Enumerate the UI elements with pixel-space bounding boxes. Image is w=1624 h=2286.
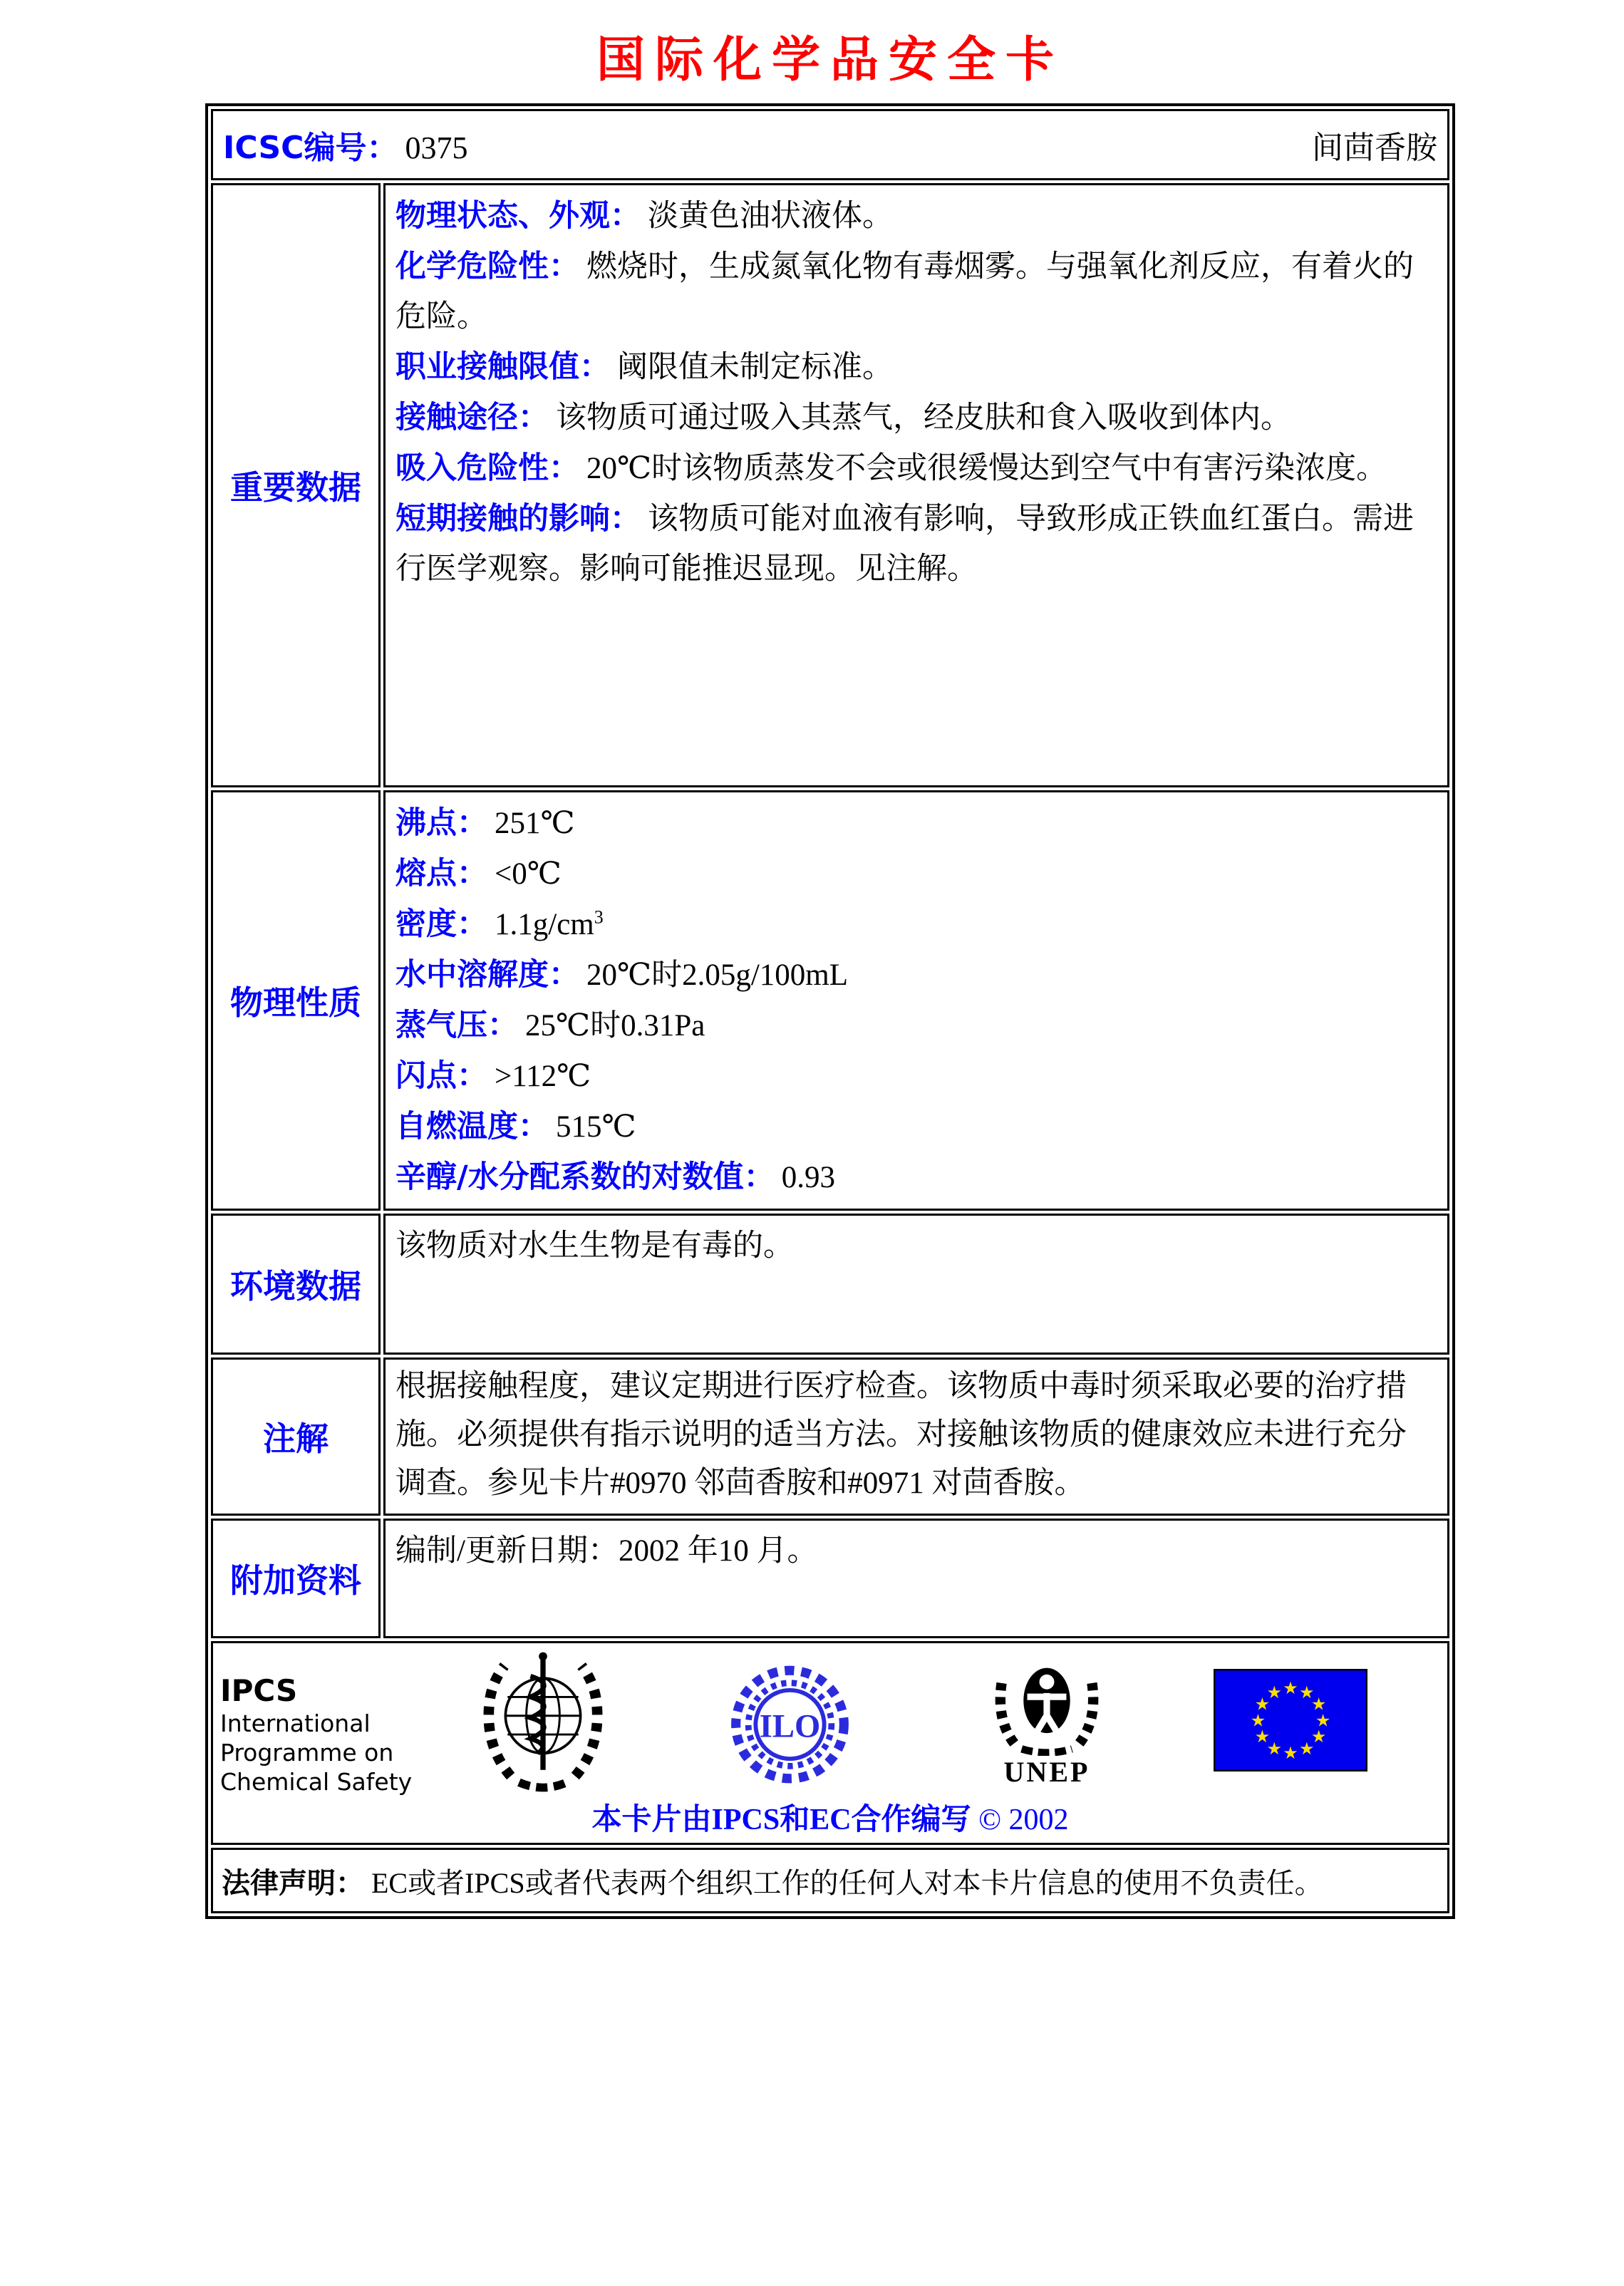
icsc-number-label: ICSC编号： — [223, 130, 398, 166]
ilo-logo-icon — [728, 1660, 852, 1789]
physical-property: 自燃温度： 515℃ — [395, 1109, 636, 1144]
legal-cell — [211, 1848, 1449, 1913]
important-item: 物理状态、外观： 淡黄色油状液体。 — [395, 198, 893, 234]
svg-text:★: ★ — [1299, 1740, 1315, 1759]
additional-info-content: 编制/更新日期：2002 年10 月。 — [383, 1519, 1449, 1638]
copyright-year: © 2002 — [978, 1804, 1069, 1836]
important-data-row — [211, 183, 1449, 787]
svg-text:★: ★ — [1254, 1695, 1271, 1714]
svg-text:★: ★ — [1254, 1728, 1271, 1747]
important-item: 吸入危险性： 20℃时该物质蒸发不会或很缓慢达到空气中有害污染浓度。 — [395, 450, 1387, 486]
notes-section-label: 注解 — [211, 1357, 381, 1516]
ipcs-abbr: IPCS — [220, 1673, 298, 1708]
notes-content: 根据接触程度，建议定期进行医疗检查。该物质中毒时须采取必要的治疗措施。必须提供有指示说明的适当方法。对接触该物质的健康效应未进行充分调查。参见卡片#0970 邻茴香胺和#0971 对茴香胺。 — [383, 1357, 1449, 1516]
unep-logo-icon — [986, 1649, 1107, 1756]
physical-properties-section-label: 物理性质 — [211, 790, 381, 1211]
copyright-text: 本卡片由IPCS和EC合作编写 — [591, 1804, 971, 1836]
svg-text:★: ★ — [1310, 1695, 1327, 1714]
icsc-number-value: 0375 — [405, 130, 468, 165]
svg-text:★: ★ — [1283, 1744, 1298, 1763]
header-row — [211, 109, 1449, 180]
icsc-number-group — [223, 122, 467, 167]
important-item: 短期接触的影响： 该物质可能对血液有影响，导致形成正铁血红蛋白。需进行医学观察。影响可能推迟显现。见注解。 — [395, 501, 1414, 586]
important-item: 接触途径： 该物质可通过吸入其蒸气，经皮肤和食入吸收到体内。 — [395, 400, 1291, 435]
legal-label: 法律声明： — [222, 1866, 364, 1900]
physical-property: 水中溶解度： 20℃时2.05g/100mL — [395, 957, 849, 993]
notes-row — [211, 1357, 1449, 1516]
copyright-line — [213, 1796, 1447, 1838]
physical-property: 蒸气压： 25℃时0.31Pa — [395, 1008, 705, 1043]
important-data-content — [383, 183, 1449, 787]
physical-property: 密度： $1.1g/cm^3$ — [395, 906, 604, 942]
environmental-data-row — [211, 1214, 1449, 1355]
unep-logo-block — [979, 1649, 1114, 1789]
logos-row — [211, 1641, 1449, 1845]
physical-properties-content — [383, 790, 1449, 1211]
svg-text:★: ★ — [1266, 1740, 1282, 1759]
important-data-section-label: 重要数据 — [211, 183, 381, 787]
unep-logo-text: UNEP — [1003, 1756, 1090, 1788]
physical-property: 沸点： 251℃ — [395, 805, 575, 841]
svg-text:★: ★ — [1250, 1712, 1266, 1731]
svg-text:★: ★ — [1310, 1728, 1327, 1747]
eu-flag-icon — [1214, 1669, 1367, 1772]
physical-properties-row — [211, 790, 1449, 1211]
svg-text:★: ★ — [1283, 1679, 1298, 1698]
physical-property: 辛醇/水分配系数的对数值： 0.93 — [395, 1159, 835, 1195]
svg-text:★: ★ — [1266, 1683, 1282, 1702]
svg-text:★: ★ — [1299, 1683, 1315, 1702]
important-item: 化学危险性： 燃烧时，生成氮氧化物有毒烟雾。与强氧化剂反应，有着火的危险。 — [395, 249, 1414, 333]
icsc-card-table — [205, 103, 1455, 1919]
ipcs-text-block: IPCS International Programme on Chemical Safety — [220, 1673, 413, 1796]
additional-info-section-label: 附加资料 — [211, 1519, 381, 1638]
ilo-logo-text: ILO — [759, 1707, 821, 1745]
environmental-data-section-label: 环境数据 — [211, 1214, 381, 1355]
legal-row — [211, 1848, 1449, 1913]
header-cell — [211, 109, 1449, 180]
physical-property: 熔点： <0℃ — [395, 856, 562, 891]
svg-text:★: ★ — [1315, 1712, 1331, 1731]
page-title: 国际化学品安全卡 — [596, 32, 1064, 88]
who-logo-icon — [475, 1649, 611, 1795]
legal-text: EC或者IPCS或者代表两个组织工作的任何人对本卡片信息的使用不负责任。 — [371, 1866, 1323, 1899]
physical-property: 闪点： >112℃ — [395, 1058, 591, 1094]
chemical-name: 间茴香胺 — [1312, 130, 1437, 165]
logos-cell — [211, 1641, 1449, 1845]
density-superscript: 3 — [594, 906, 604, 928]
environmental-data-content: 该物质对水生生物是有毒的。 — [383, 1214, 1449, 1355]
additional-info-row — [211, 1519, 1449, 1638]
important-item: 职业接触限值： 阈限值未制定标准。 — [395, 349, 893, 385]
